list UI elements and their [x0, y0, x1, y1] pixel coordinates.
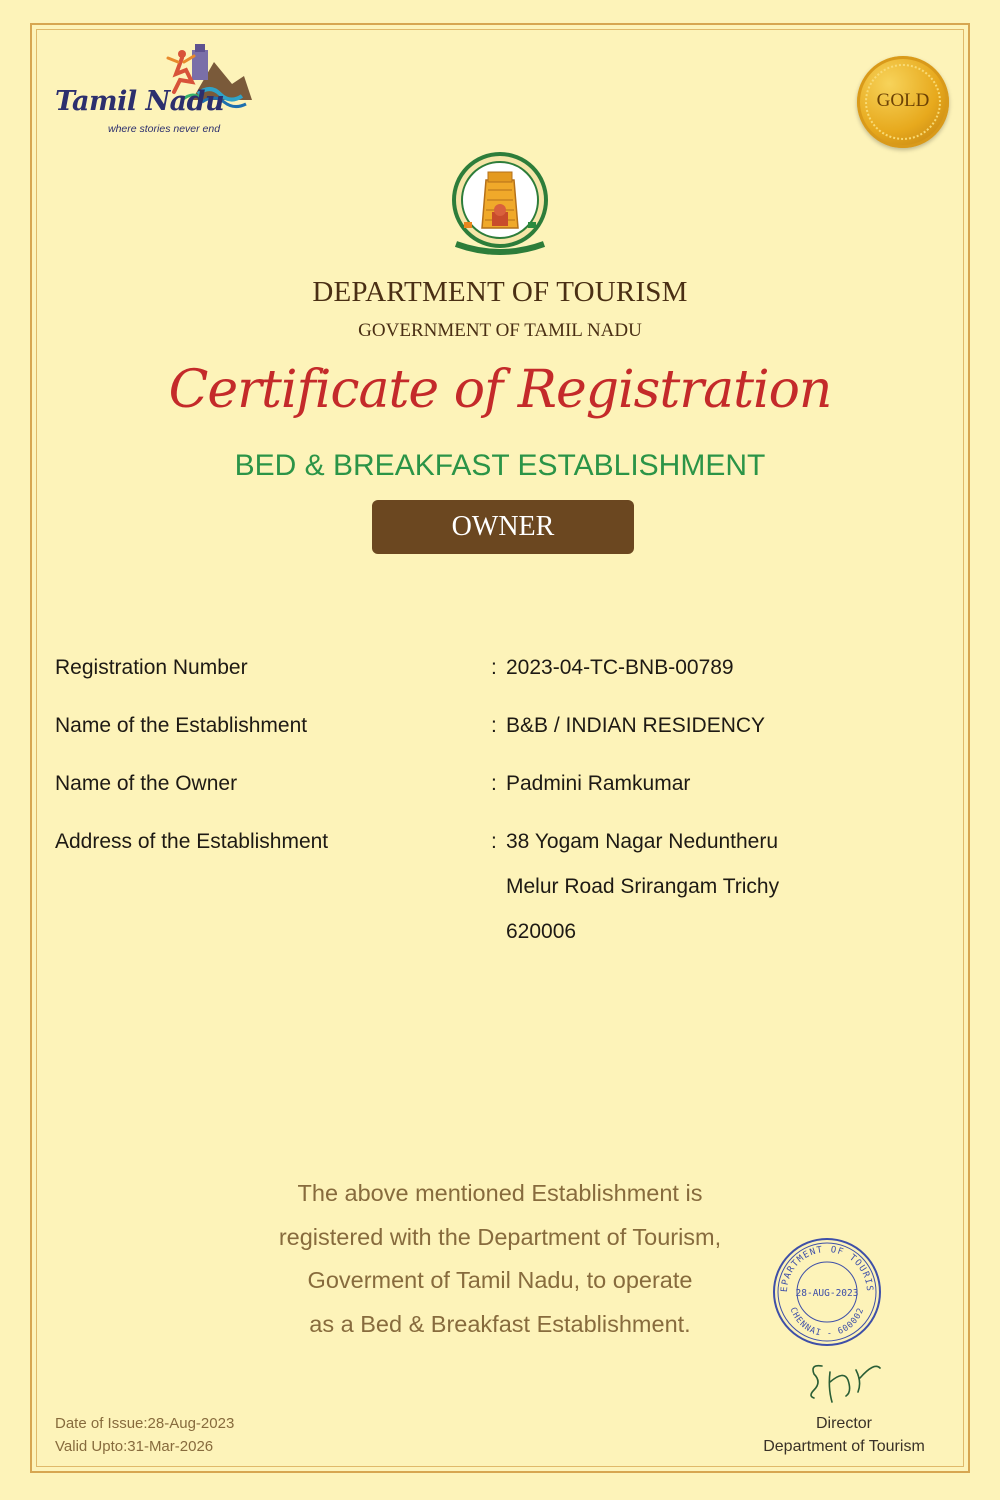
stamp-top-text: EPARTMENT OF TOURIS — [779, 1245, 875, 1293]
gold-seal-icon — [857, 56, 949, 148]
stamp-date: 28-AUG-2023 — [795, 1288, 859, 1299]
department-title: DEPARTMENT OF TOURISM — [312, 276, 688, 308]
registration-statement — [200, 1172, 800, 1346]
tamil-nadu-emblem-icon — [448, 150, 552, 258]
detail-label: Registration Number — [55, 656, 248, 679]
government-title: GOVERNMENT OF TAMIL NADU — [358, 320, 642, 341]
signatory-department: Department of Tourism — [763, 1438, 925, 1455]
address-line: 620006 — [506, 920, 577, 943]
signatory-title: Director — [815, 1415, 872, 1432]
detail-label: Name of the Establishment — [55, 714, 308, 737]
detail-value: Padmini Ramkumar — [506, 772, 691, 795]
address-line: 38 Yogam Nagar Neduntheru — [506, 830, 779, 853]
department-stamp — [771, 1236, 883, 1348]
logo-tagline: where stories never end — [108, 123, 221, 135]
valid-upto-date: Valid Upto:31-Mar-2026 — [55, 1438, 214, 1455]
logo-brand-text: Tamil Nadu — [55, 86, 225, 117]
category-title: BED & BREAKFAST ESTABLISHMENT — [234, 449, 766, 482]
statement-line: Goverment of Tamil Nadu, to operate — [307, 1267, 693, 1293]
director-signature-icon — [800, 1352, 890, 1410]
detail-value: 2023-04-TC-BNB-00789 — [506, 656, 734, 679]
validity-dates — [55, 1412, 234, 1458]
role-badge: OWNER — [372, 500, 634, 554]
tamil-nadu-tourism-logo — [52, 40, 252, 140]
gold-seal-label: GOLD — [876, 90, 930, 111]
statement-line: The above mentioned Establishment is — [297, 1180, 703, 1206]
certificate-title: Certificate of Registration — [168, 360, 832, 420]
detail-separator: : — [491, 772, 497, 795]
signatory-block — [744, 1412, 944, 1458]
address-line: Melur Road Srirangam Trichy — [506, 875, 780, 898]
svg-text:CHENNAI - 600002 — [788, 1306, 867, 1339]
statement-line: registered with the Department of Tourism, — [278, 1223, 722, 1250]
detail-label: Name of the Owner — [55, 772, 238, 795]
detail-value: B&B / INDIAN RESIDENCY — [506, 714, 766, 737]
detail-separator: : — [491, 656, 497, 679]
detail-separator: : — [491, 830, 497, 853]
detail-label: Address of the Establishment — [55, 830, 329, 853]
stamp-bottom-text: CHENNAI - 600002 — [787, 1306, 867, 1340]
detail-separator: : — [491, 714, 497, 737]
statement-line: as a Bed & Breakfast Establishment. — [309, 1310, 691, 1337]
issue-date: Date of Issue:28-Aug-2023 — [55, 1415, 235, 1432]
